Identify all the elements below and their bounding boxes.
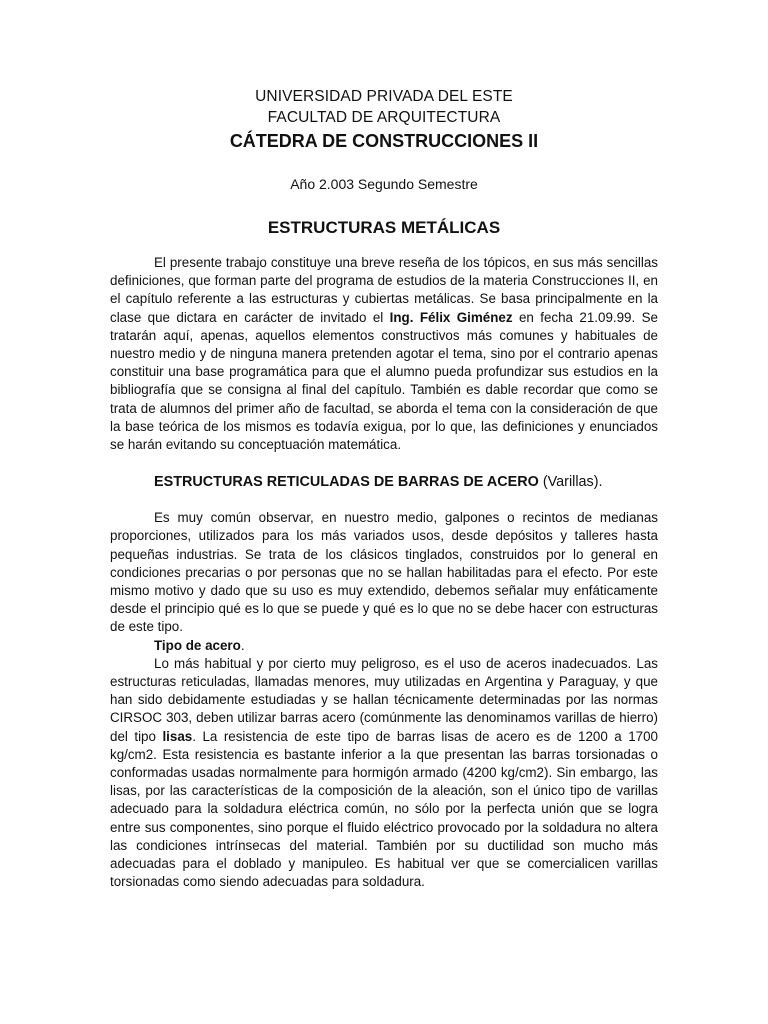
section-heading [110,472,658,492]
lecturer-name: Ing. Félix Giménez [389,309,513,325]
subheading-suffix: . [240,637,245,653]
document-title: ESTRUCTURAS METÁLICAS [267,218,501,237]
subheading-text: Tipo de acero [154,637,241,653]
section-heading-bold: ESTRUCTURAS RETICULADAS DE BARRAS DE ACERO [154,474,539,491]
steel-text-2: . La resistencia de este tipo de barras lisas de acero es de 1200 a 1700 kg/cm2. Esta resistencia es bastante inferior a la que presentan las barras torsionadas o conformadas usadas normalmente para hormigón armado (4200 kg/cm2). Sin embargo, las lisas, por las características de la composición de la aleación, son el único tipo de varillas adecuado para la soldadura eléctrica común, no sólo por la perfecta unión que se logra entre sus componentes, sino porque el fluido eléctrico provocado por la soldadura no altera las condiciones intrínsecas del material. También por su ductilidad son mucho más adecuadas para el doblado y manipuleo. Es habitual ver que se comercialicen varillas torsionadas como siendo adecuadas para soldadura. [110,728,659,890]
section-heading-suffix: (Varillas). [538,474,603,491]
year-semester: Año 2.003 Segundo Semestre [290,176,478,192]
steel-text-1: Lo más habitual y por cierto muy peligroso, es el uso de aceros inadecuados. Las estructuras reticuladas, llamadas menores, muy utilizadas en Argentina y Paraguay, y que han sido debidamente estudiadas y se hallan técnicamente determinadas por las normas CIRSOC 303, deben utilizar barras acero (comúnmente las denominamos varillas de hierro) del tipo [110,655,658,744]
steel-bold-word: lisas [162,728,193,744]
section-paragraph: Es muy común observar, en nuestro medio, galpones o recintos de medianas proporciones, utilizados para los más variados usos, desde depósitos y talleres hasta pequeñas industrias. Se trata de los clásicos tinglados, construidos por lo general en condiciones precarias o por personas que no se hallan habilitadas para el efecto. Por este mismo motivo y dado que su uso es muy extendido, debemos señalar muy enfáticamente desde el principio qué es lo que se puede y qué es lo que no se debe hacer con estructuras de este tipo. [110,510,658,635]
intro-text-1: El presente trabajo constituye una breve reseña de los tópicos, en sus más sencillas definiciones, que forman parte del programa de estudios de la materia Construcciones II, en el capítulo referente a las estructuras y cubiertas metálicas. Se basa principalmente en la clase que dictara en carácter de invitado el [110,255,658,325]
intro-paragraph [110,254,658,454]
chair-title: CÁTEDRA DE CONSTRUCCIONES II [229,131,539,151]
intro-text-2: en fecha 21.09.99. Se tratarán aquí, apenas, aquellos elementos constructivos más comunes y habituales de nuestro medio y de ninguna manera pretenden agotar el tema, sino por el contrario apenas constituir una base programática para que el alumno pueda profundizar sus estudios en la bibliografía que se consigna al final del capítulo. También es dable recordar que como se trata de alumnos del primer año de facultad, se aborda el tema con la consideración de que la base teórica de los mismos es todavía exigua, por lo que, las definiciones y enunciados se harán evitando su conceptuación matemática. [110,309,658,453]
university-name: UNIVERSIDAD PRIVADA DEL ESTE [255,88,513,105]
steel-type-paragraph [110,655,658,892]
faculty-name: FACULTAD DE ARQUITECTURA [267,109,501,126]
subheading [110,637,658,655]
